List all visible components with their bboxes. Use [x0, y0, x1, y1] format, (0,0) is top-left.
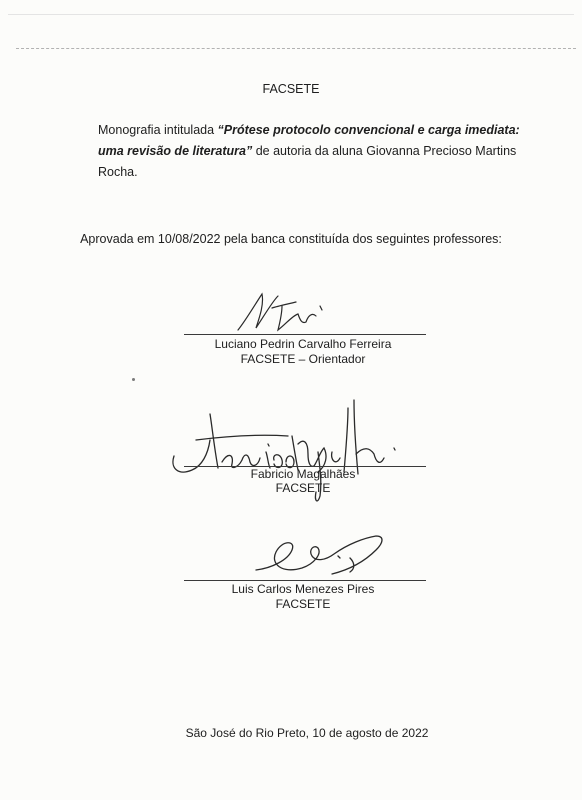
scan-speck	[132, 378, 135, 381]
signatory-role-3: FACSETE	[275, 597, 331, 611]
handwritten-signature-1	[232, 286, 332, 336]
handwritten-signature-3	[252, 528, 388, 582]
signature-line-3	[184, 580, 426, 581]
scan-artifact-line	[16, 48, 576, 51]
signatory-role-1: FACSETE – Orientador	[240, 352, 366, 366]
signatory-role-2: FACSETE	[275, 481, 331, 495]
monograph-prefix: Monografia intitulada	[98, 123, 218, 137]
approval-statement: Aprovada em 10/08/2022 pela banca constituída dos seguintes professores:	[80, 232, 502, 246]
scan-border	[8, 14, 574, 15]
monograph-title: “Prótese protocolo convencional e carga imediata: uma revisão de literatura”	[98, 123, 520, 158]
signatory-name-2: Fabricio Magalhães	[250, 467, 356, 481]
place-date: São José do Rio Preto, 10 de agosto de 2022	[185, 726, 429, 740]
signatory-name-1: Luciano Pedrin Carvalho Ferreira	[214, 337, 392, 351]
signature-line-1	[184, 334, 426, 335]
monograph-suffix: de autoria da aluna Giovanna Precioso Martins Rocha.	[98, 144, 517, 179]
institution-header: FACSETE	[262, 82, 320, 96]
signatory-name-3: Luis Carlos Menezes Pires	[231, 582, 375, 596]
monograph-statement	[98, 120, 528, 183]
